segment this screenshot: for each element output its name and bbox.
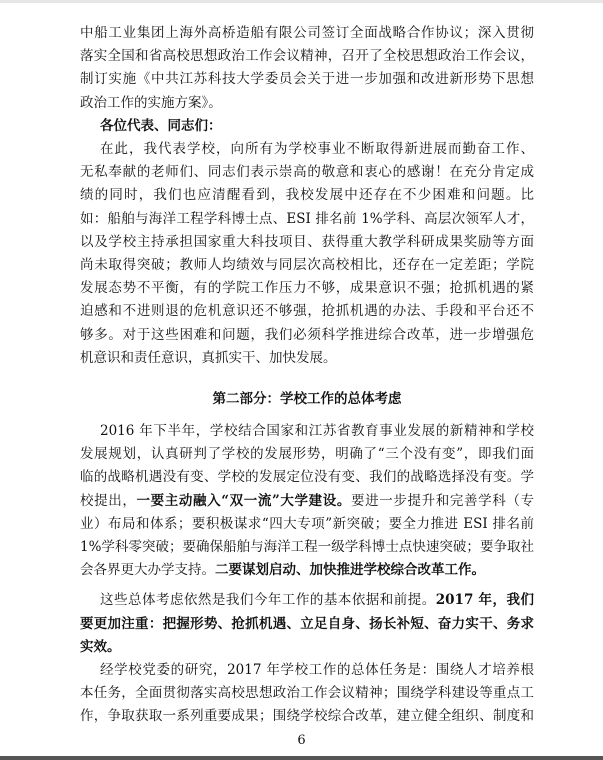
text-run: 这些总体考虑依然是我们今年工作的基本依据和前提。 xyxy=(100,592,436,609)
section-heading: 第二部分：学校工作的总体考虑 xyxy=(212,391,402,408)
text-line xyxy=(80,254,534,277)
text-line xyxy=(80,513,534,536)
text-run: 在此，我代表学校，向所有为学校事业不断取得新进展而勤奋工作、 xyxy=(100,141,534,158)
text-run: 业）布局和体系；要积极谋求“四大专项”新突破；要全力推进 ESI 排名前 xyxy=(80,515,534,532)
text-line xyxy=(80,45,534,68)
text-run: 尚未取得突破；教师人均绩效与同层次高校相比，还存在一定差距；学院 xyxy=(80,257,534,274)
text-run: 发展态势不平衡，有的学院工作压力不够，成果意识不强；抢抓机遇的紧 xyxy=(80,280,534,297)
text-line xyxy=(80,613,534,636)
text-line xyxy=(80,559,534,582)
paragraph xyxy=(80,115,534,138)
text-run: 如：船舶与海洋工程学科博士点、ESI 排名前 1%学科、高层次领军人才， xyxy=(80,210,534,227)
text-line xyxy=(80,324,534,347)
text-line xyxy=(80,589,534,612)
text-run: 会各界更大办学支持。 xyxy=(80,562,215,579)
text-run: 临的战略机遇没有变、学校的发展定位没有变、我们的战略选择没有变。学 xyxy=(80,469,534,486)
text-line xyxy=(80,138,534,161)
text-line xyxy=(80,466,534,489)
text-line xyxy=(80,443,534,466)
text-run: 中船工业集团上海外高桥造船有限公司签订全面战略合作协议；深入贯彻 xyxy=(80,25,534,41)
paragraph xyxy=(80,589,534,659)
page-number: 6 xyxy=(297,733,306,748)
text-line xyxy=(80,300,534,323)
bold-text: 二要谋划启动、加快推进学校综合改革工作。 xyxy=(215,562,485,579)
text-line xyxy=(80,659,534,682)
text-run: 作，争取获取一系列重要成果；围绕学校综合改革，建立健全组织、制度和 xyxy=(80,708,534,725)
text-run: 落实全国和省高校思想政治工作会议精神，召开了全校思想政治工作会议， xyxy=(80,48,534,65)
text-run: 绩的同时，我们也应清醒看到，我校发展中还存在不少困难和问题。比 xyxy=(80,187,534,204)
text-line xyxy=(80,277,534,300)
page-bottom-edge xyxy=(0,756,603,760)
text-run: 无私奉献的老师们、同志们表示崇高的敬意和衷心的感谢！在充分肯定成 xyxy=(80,164,534,181)
text-run: 2016 年下半年，学校结合国家和江苏省教育事业发展的新精神和学校 xyxy=(100,423,534,440)
text-line xyxy=(80,347,534,370)
paragraph xyxy=(80,138,534,370)
text-run: 以及学校主持承担国家重大科技项目、获得重大教学科研成果奖励等方面 xyxy=(80,233,534,250)
text-line xyxy=(80,490,534,513)
text-line xyxy=(80,161,534,184)
text-run: 本任务，全面贯彻落实高校思想政治工作会议精神；围绕学科建设等重点工 xyxy=(80,685,534,702)
text-run: 要进一步提升和完善学科（专 xyxy=(351,492,535,509)
text-line xyxy=(80,92,534,115)
bold-text: 要更加注重：把握形势、抢抓机遇、立足自身、扬长补短、奋力实干、务求 xyxy=(80,615,534,632)
text-line xyxy=(80,68,534,91)
text-run: 够多。对于这些困难和问题，我们必须科学推进综合改革，进一步增强危 xyxy=(80,326,534,343)
text-run: 政治工作的实施方案》。 xyxy=(80,94,222,111)
text-line xyxy=(80,184,534,207)
text-line xyxy=(80,420,534,443)
paragraph xyxy=(80,22,534,115)
text-run: 机意识和责任意识，真抓实干、加快发展。 xyxy=(80,349,337,366)
paragraph xyxy=(80,420,534,582)
bold-text: 2017 年，我们 xyxy=(435,592,534,609)
text-line xyxy=(80,231,534,254)
text-line xyxy=(80,682,534,705)
document-body xyxy=(80,22,534,729)
text-run: 经学校党委的研究，2017 年学校工作的总体任务是：围绕人才培养根 xyxy=(100,662,534,679)
text-run: 校提出， xyxy=(80,492,137,509)
text-line xyxy=(80,636,534,659)
bold-text: 各位代表、同志们： xyxy=(100,117,222,134)
text-line xyxy=(80,115,534,138)
text-run: 发展规划，认真研判了学校的发展形势，明确了“三个没有变”，即我们面 xyxy=(80,446,534,463)
text-line xyxy=(80,536,534,559)
bold-text: 一要主动融入“双一流”大学建设。 xyxy=(136,492,352,509)
paragraph xyxy=(80,659,534,729)
text-line xyxy=(80,208,534,231)
text-line xyxy=(80,705,534,728)
page-top-edge xyxy=(0,0,603,3)
bold-text: 实效。 xyxy=(80,638,121,655)
text-run: 1%学科零突破；要确保船舶与海洋工程一级学科博士点快速突破；要争取社 xyxy=(80,539,534,556)
text-run: 迫感和不进则退的危机意识还不够强，抢抓机遇的办法、手段和平台还不 xyxy=(80,303,534,320)
text-run: 制订实施《中共江苏科技大学委员会关于进一步加强和改进新形势下思想 xyxy=(80,71,534,88)
text-line xyxy=(80,22,534,45)
